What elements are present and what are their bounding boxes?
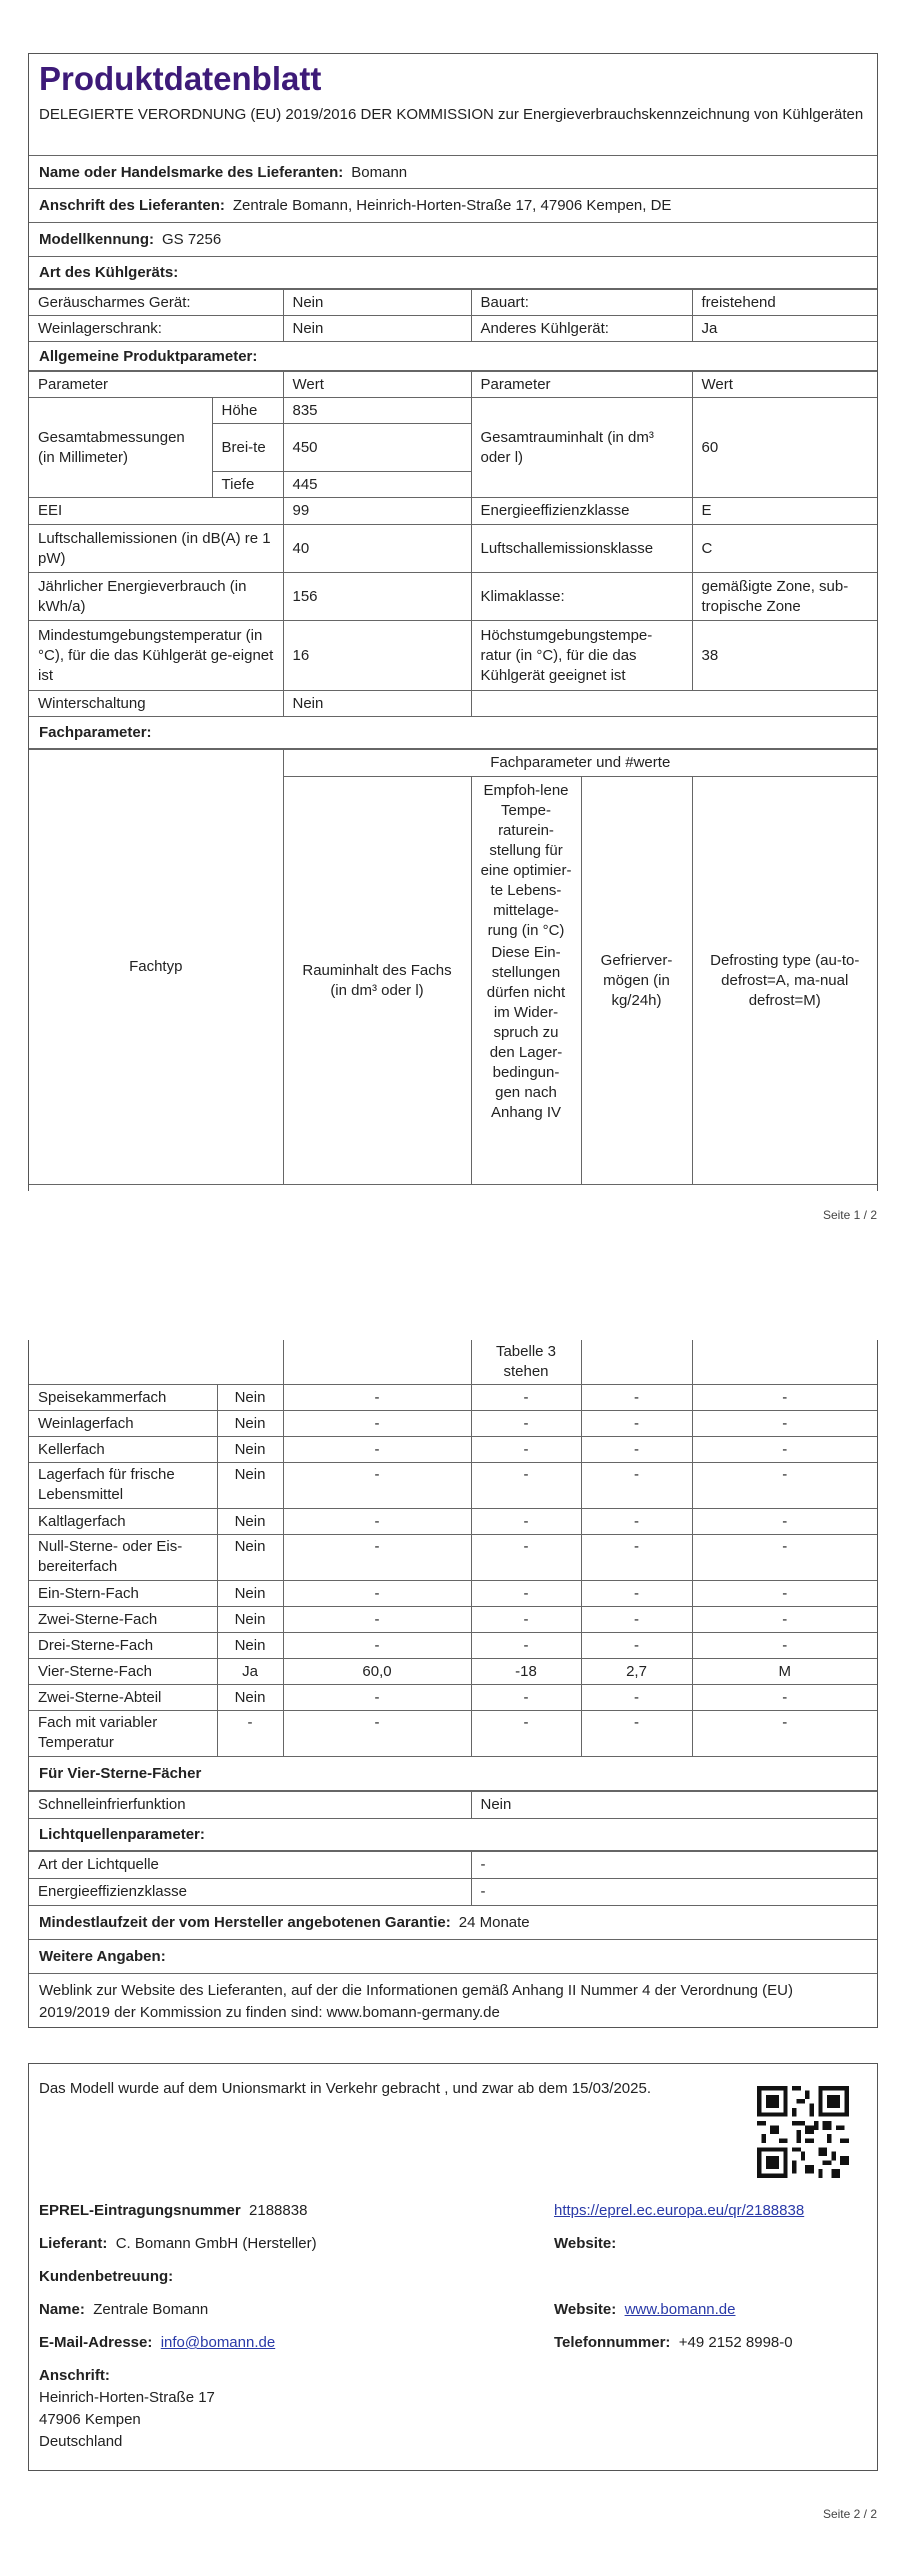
appliance-type-header: Art des Kühlgeräts: — [29, 257, 877, 289]
compartment-present: Nein — [217, 1581, 283, 1607]
column-header: Wert — [692, 372, 877, 398]
climate-class-label: Klimaklasse: — [471, 573, 692, 621]
cell-value: Ja — [692, 316, 877, 342]
compartment-defrost-type: - — [692, 1437, 877, 1463]
max-temp-value: 38 — [692, 621, 877, 691]
noise-label: Luftschallemissionen (in dB(A) re 1 pW) — [29, 525, 283, 573]
compartment-freezing-capacity: - — [581, 1535, 692, 1581]
compartment-present: Nein — [217, 1633, 283, 1659]
compartment-defrost-type: - — [692, 1685, 877, 1711]
warranty-row — [29, 1906, 877, 1940]
empty-cell — [692, 1340, 877, 1385]
contact-name-value: Zentrale Bomann — [93, 2301, 209, 2318]
compartment-defrost-type: - — [692, 1581, 877, 1607]
defrost-type-header: Defrosting type (au-to-defrost=A, ma-nual defrost=M) — [692, 777, 877, 1185]
temperature-header-continued: Tabelle 3 stehen — [471, 1340, 581, 1385]
compartment-present: Nein — [217, 1385, 283, 1411]
compartment-present: Nein — [217, 1509, 283, 1535]
supplier-address-label: Anschrift des Lieferanten: — [39, 197, 225, 214]
empty-cell — [471, 691, 877, 717]
compartment-volume: - — [283, 1463, 471, 1509]
compartment-name: Null-Sterne- oder Eis-bereiterfach — [29, 1535, 217, 1581]
contact-name-label: Name: — [39, 2301, 85, 2318]
compartment-defrost-type: - — [692, 1633, 877, 1659]
cell-label: Geräuscharmes Gerät: — [29, 290, 283, 316]
compartment-type-header: Fachtyp — [29, 750, 283, 1185]
compartment-freezing-capacity: - — [581, 1581, 692, 1607]
climate-class-value: gemäßigte Zone, sub-tropische Zone — [692, 573, 877, 621]
compartment-defrost-type: - — [692, 1411, 877, 1437]
compartment-freezing-capacity: - — [581, 1711, 692, 1757]
compartment-row — [29, 1411, 877, 1437]
appliance-type-row — [29, 316, 877, 342]
compartment-freezing-capacity: - — [581, 1633, 692, 1659]
light-type-label: Art der Lichtquelle — [29, 1852, 471, 1879]
compartment-defrost-type: - — [692, 1385, 877, 1411]
contact-name-row — [39, 2301, 208, 2318]
empty-cell — [29, 1340, 283, 1385]
compartment-params-header: Fachparameter: — [29, 717, 877, 749]
column-header: Wert — [283, 372, 471, 398]
width-value: 450 — [283, 424, 471, 472]
temperature-header-note: Diese Ein-stellungen dürfen nicht im Wider-spruch zu den Lager-bedingun-gen nach Anhang IV — [486, 944, 566, 1121]
compartment-temperature: - — [471, 1385, 581, 1411]
compartment-volume: - — [283, 1535, 471, 1581]
compartment-present: Nein — [217, 1607, 283, 1633]
cell-label: Anderes Kühlgerät: — [471, 316, 692, 342]
compartment-name: Kellerfach — [29, 1437, 217, 1463]
column-header: Parameter — [471, 372, 692, 398]
compartment-row — [29, 1463, 877, 1509]
compartment-row — [29, 1607, 877, 1633]
compartment-name: Speisekammerfach — [29, 1385, 217, 1411]
energy-consumption-value: 156 — [283, 573, 471, 621]
max-temp-label: Höchstumgebungstempe-ratur (in °C), für die das Kühlgerät geeignet ist — [471, 621, 692, 691]
compartment-present: Nein — [217, 1463, 283, 1509]
compartment-volume: - — [283, 1633, 471, 1659]
supplier-name-value: Bomann — [351, 163, 408, 181]
appliance-type-table — [29, 289, 877, 342]
min-temp-label: Mindestumgebungstemperatur (in °C), für die das Kühlgerät ge-eignet ist — [29, 621, 283, 691]
light-type-value: - — [471, 1852, 877, 1879]
supplier-value: C. Bomann GmbH (Hersteller) — [115, 2235, 317, 2252]
supplier-address-row — [29, 189, 877, 223]
compartment-temperature: - — [471, 1711, 581, 1757]
compartment-name: Drei-Sterne-Fach — [29, 1633, 217, 1659]
eei-value: 99 — [283, 498, 471, 525]
compartment-name: Ein-Stern-Fach — [29, 1581, 217, 1607]
compartment-row — [29, 1633, 877, 1659]
compartment-freezing-capacity: - — [581, 1463, 692, 1509]
winter-switch-label: Winterschaltung — [29, 691, 283, 717]
cell-value: Nein — [283, 290, 471, 316]
compartment-freezing-capacity: - — [581, 1509, 692, 1535]
volume-value: 60 — [692, 398, 877, 498]
compartment-defrost-type: M — [692, 1659, 877, 1685]
compartment-present: Nein — [217, 1411, 283, 1437]
datasheet-page-1 — [28, 53, 878, 1191]
dimensions-label: Gesamtabmessungen (in Millimeter) — [29, 398, 212, 498]
eprel-label: EPREL-Eintragungsnummer — [39, 2202, 241, 2219]
volume-label: Gesamtrauminhalt (in dm³ oder l) — [471, 398, 692, 498]
cell-value: Nein — [283, 316, 471, 342]
eprel-value: 2188838 — [249, 2202, 308, 2219]
supplier-label: Lieferant: — [39, 2235, 108, 2252]
compartment-header-table — [29, 749, 877, 1185]
compartment-name: Zwei-Sterne-Abteil — [29, 1685, 217, 1711]
compartment-name: Lagerfach für frische Lebensmittel — [29, 1463, 217, 1509]
compartment-freezing-capacity: - — [581, 1437, 692, 1463]
volume-column-header: Rauminhalt des Fachs (in dm³ oder l) — [283, 777, 471, 1185]
compartment-volume: - — [283, 1385, 471, 1411]
contact-website-row — [554, 2301, 735, 2318]
contact-website-link[interactable]: www.bomann.de — [624, 2301, 736, 2318]
temperature-column-header — [471, 777, 581, 1185]
compartment-volume: - — [283, 1509, 471, 1535]
supplier-name-label: Name oder Handelsmarke des Lieferanten: — [39, 163, 344, 181]
market-date-text: Das Modell wurde auf dem Unionsmarkt in Verkehr gebracht , und zwar ab dem 15/03/2025. — [39, 2080, 651, 2097]
compartment-row — [29, 1509, 877, 1535]
compartment-present: Nein — [217, 1437, 283, 1463]
regulation-subtitle: DELEGIERTE VERORDNUNG (EU) 2019/2016 DER KOMMISSION zur Energieverbrauchskennzeichnung von Kühlgeräten — [29, 100, 877, 156]
noise-class-value: C — [692, 525, 877, 573]
depth-value: 445 — [283, 472, 471, 498]
customer-support-label: Kundenbetreuung: — [39, 2268, 174, 2285]
warranty-label: Mindestlaufzeit der vom Hersteller angebotenen Garantie: — [39, 1914, 451, 1931]
compartment-volume: 60,0 — [283, 1659, 471, 1685]
height-label: Höhe — [212, 398, 283, 424]
model-row — [29, 223, 877, 257]
compartment-name: Kaltlagerfach — [29, 1509, 217, 1535]
compartment-row — [29, 1711, 877, 1757]
compartment-table — [29, 1340, 877, 1757]
cell-label: Weinlagerschrank: — [29, 316, 283, 342]
winter-switch-value: Nein — [283, 691, 471, 717]
email-link[interactable]: info@bomann.de — [160, 2334, 276, 2351]
compartment-defrost-type: - — [692, 1711, 877, 1757]
phone-row — [554, 2334, 793, 2351]
eei-label: EEI — [29, 498, 283, 525]
compartment-temperature: -18 — [471, 1659, 581, 1685]
compartment-defrost-type: - — [692, 1535, 877, 1581]
energy-class-label: Energieeffizienzklasse — [471, 498, 692, 525]
compartment-name: Zwei-Sterne-Fach — [29, 1607, 217, 1633]
phone-value: +49 2152 8998-0 — [678, 2334, 793, 2351]
compartment-row — [29, 1581, 877, 1607]
compartment-temperature: - — [471, 1437, 581, 1463]
compartment-temperature: - — [471, 1535, 581, 1581]
compartment-group-header: Fachparameter und #werte — [283, 750, 877, 777]
general-params-table — [29, 371, 877, 717]
cell-label: Bauart: — [471, 290, 692, 316]
compartment-temperature: - — [471, 1509, 581, 1535]
further-info-text: Weblink zur Website des Lieferanten, auf der die Informationen gemäß Anhang II Nummer 4 der Verordnung (EU) 2019/2019 der Kommission zu finden sind: www.bomann-germany.de — [39, 1982, 794, 2021]
compartment-volume: - — [283, 1581, 471, 1607]
light-class-value: - — [471, 1879, 877, 1906]
website-label: Website: — [554, 2235, 617, 2252]
compartment-volume: - — [283, 1411, 471, 1437]
eprel-row — [39, 2202, 307, 2219]
column-header: Parameter — [29, 372, 283, 398]
page-title: Produktdatenblatt — [39, 60, 322, 97]
compartment-present: - — [217, 1711, 283, 1757]
supplier-address-value: Zentrale Bomann, Heinrich-Horten-Straße 17, 47906 Kempen, DE — [232, 197, 672, 214]
freezing-capacity-header: Gefrierver-mögen (in kg/24h) — [581, 777, 692, 1185]
compartment-name: Vier-Sterne-Fach — [29, 1659, 217, 1685]
email-row — [39, 2334, 275, 2351]
compartment-defrost-type: - — [692, 1463, 877, 1509]
compartment-temperature: - — [471, 1633, 581, 1659]
compartment-present: Nein — [217, 1535, 283, 1581]
address-line-1: Heinrich-Horten-Straße 17 — [39, 2389, 215, 2406]
warranty-value: 24 Monate — [458, 1914, 530, 1931]
energy-consumption-label: Jährlicher Energieverbrauch (in kWh/a) — [29, 573, 283, 621]
further-info-header: Weitere Angaben: — [29, 1940, 877, 1974]
compartment-name: Weinlagerfach — [29, 1411, 217, 1437]
compartment-temperature: - — [471, 1411, 581, 1437]
light-source-table — [29, 1851, 877, 1906]
compartment-volume: - — [283, 1437, 471, 1463]
appliance-type-row — [29, 290, 877, 316]
compartment-temperature: - — [471, 1463, 581, 1509]
model-value: GS 7256 — [162, 231, 222, 248]
address-line-2: 47906 Kempen — [39, 2411, 141, 2428]
supplier-row — [39, 2235, 317, 2252]
supplier-name-row — [29, 156, 877, 189]
compartment-defrost-type: - — [692, 1509, 877, 1535]
four-star-header: Für Vier-Sterne-Fächer — [29, 1757, 877, 1791]
empty-cell — [283, 1340, 471, 1385]
compartment-volume: - — [283, 1685, 471, 1711]
eprel-info-box — [28, 2063, 878, 2471]
empty-cell — [581, 1340, 692, 1385]
quick-freeze-value: Nein — [471, 1792, 877, 1819]
compartment-defrost-type: - — [692, 1607, 877, 1633]
light-source-header: Lichtquellenparameter: — [29, 1819, 877, 1851]
compartment-temperature: - — [471, 1607, 581, 1633]
general-params-header: Allgemeine Produktparameter: — [29, 342, 877, 371]
compartment-name: Fach mit variabler Temperatur — [29, 1711, 217, 1757]
compartment-volume: - — [283, 1711, 471, 1757]
compartment-freezing-capacity: - — [581, 1685, 692, 1711]
compartment-freezing-capacity: - — [581, 1385, 692, 1411]
compartment-volume: - — [283, 1607, 471, 1633]
compartment-row — [29, 1437, 877, 1463]
depth-label: Tiefe — [212, 472, 283, 498]
page-number: Seite 1 / 2 — [822, 1208, 877, 1222]
compartment-present: Nein — [217, 1685, 283, 1711]
address-label: Anschrift: — [39, 2367, 110, 2384]
noise-class-label: Luftschallemissionsklasse — [471, 525, 692, 573]
compartment-row — [29, 1685, 877, 1711]
eprel-link[interactable]: https://eprel.ec.europa.eu/qr/2188838 — [554, 2202, 805, 2219]
compartment-row — [29, 1385, 877, 1411]
contact-website-label: Website: — [554, 2301, 617, 2318]
compartment-freezing-capacity: 2,7 — [581, 1659, 692, 1685]
width-label: Brei-te — [212, 424, 283, 472]
height-value: 835 — [283, 398, 471, 424]
compartment-row — [29, 1659, 877, 1685]
email-label: E-Mail-Adresse: — [39, 2334, 153, 2351]
compartment-present: Ja — [217, 1659, 283, 1685]
datasheet-page-2 — [28, 1340, 878, 2028]
cell-value: freistehend — [692, 290, 877, 316]
temperature-header-text: Empfoh-lene Tempe-raturein-stellung für eine optimier-te Lebens-mittelage-rung (in °C) — [480, 782, 572, 939]
page-number: Seite 2 / 2 — [822, 2507, 877, 2521]
compartment-freezing-capacity: - — [581, 1411, 692, 1437]
model-label: Modellkennung: — [39, 231, 154, 248]
address-line-3: Deutschland — [39, 2433, 123, 2450]
compartment-temperature: - — [471, 1685, 581, 1711]
energy-class-value: E — [692, 498, 877, 525]
compartment-temperature: - — [471, 1581, 581, 1607]
four-star-table — [29, 1791, 877, 1819]
qr-code-icon[interactable] — [757, 2086, 849, 2178]
compartment-row — [29, 1535, 877, 1581]
compartment-freezing-capacity: - — [581, 1607, 692, 1633]
light-class-label: Energieeffizienzklasse — [29, 1879, 471, 1906]
phone-label: Telefonnummer: — [554, 2334, 671, 2351]
quick-freeze-label: Schnelleinfrierfunktion — [29, 1792, 471, 1819]
noise-value: 40 — [283, 525, 471, 573]
min-temp-value: 16 — [283, 621, 471, 691]
